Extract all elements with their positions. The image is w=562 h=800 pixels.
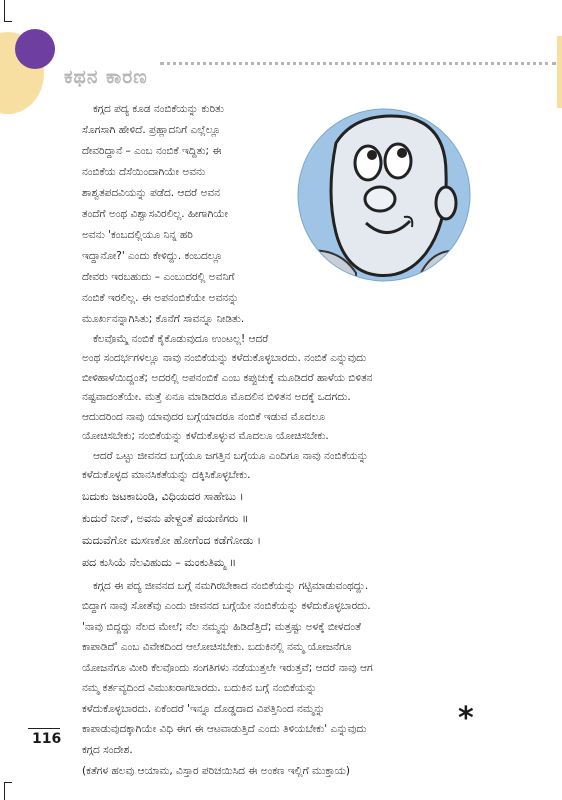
paragraph-line: ಕಗ್ಗದ ಈ ಪದ್ಯ ಜೀವನದ ಬಗ್ಗೆ ನಮಗಿರಬೇಕಾದ ನಂಬಿಕೆಯನ್ನು ಗಟ್ಟಿಮಾಡುವಂಥದ್ದು. [93, 579, 369, 592]
paragraph-line: ದೇವರು ಇರಬಹುದು – ಎಂಬುದರಲ್ಲಿ ಅವನಿಗೆ [82, 271, 235, 283]
closing-note: (ಕತೆಗಳ ಹಲವು ಆಯಾಮ, ವಿಸ್ತಾರ ಪರಿಚಯಿಸಿದ ಈ ಅಂಕಣ ಇಲ್ಲಿಗೆ ಮುಕ್ತಾಯ) [82, 765, 351, 777]
paragraph-line: ಕಳೆದುಕೊಳ್ಳಬಾರದು. ಏಕೆಂದರೆ 'ಇನ್ನೂ ದೊಡ್ಡದಾದ ವಿಪತ್ತಿನಿಂದ ನಮ್ಮನ್ನು [82, 702, 325, 715]
paragraph-line: ಕೆಲವೊಮ್ಮೆ ನಂಬಿಕೆ ಕೈಕೊಡುವುದೂ ಉಂಟಲ್ಲ! ಆದರೆ [93, 332, 269, 345]
end-mark: * [458, 701, 474, 736]
paragraph-line: ಕಾಪಾಡಿದೆ' ಎಂಬ ವಿವೇಕದಿಂದ ಆಲೋಚಿಸಬೇಕು. ಬದುಕಿನಲ್ಲಿ ನಮ್ಮ ಯೋಜನೆಗೂ [82, 641, 352, 653]
paragraph-line: ಇದ್ದಾನೋ?' ಎಂದು ಕೇಳಿದ್ದು. ಕಂಬದಲ್ಲೂ [82, 250, 223, 262]
verse-line: ಬದುಕು ಜಟಕಾಬಂಡಿ, ವಿಧಿಯದರ ಸಾಹೇಬು । [82, 489, 244, 503]
page-number-rule [28, 728, 60, 729]
paragraph-line: ನಷ್ಟವಾದಂತೆಯೇ. ಮತ್ತೆ ಏನೂ ಮಾಡಿದರೂ ಮೊದಲಿನ ಬಿಳಿತನ ಅದಕ್ಕೆ ಒದಗದು. [82, 391, 351, 403]
paragraph-line: ಕಗ್ಗದ ಸಂದೇಶ. [82, 743, 133, 756]
paragraph-line: ನಂಬಿಕೆ ಇರಲಿಲ್ಲ. ಈ ಅಪನಂಬಿಕೆಯೇ ಅವನನ್ನು [82, 292, 239, 304]
verse-line: ಮದುವೆಗೋ ಮಸಣಕೋ ಹೋಗೆಂದ ಕಡೆಗೋಡು । [82, 533, 262, 547]
paragraph-line: ಅವನು 'ಕಂಬದಲ್ಲಿಯೂ ನಿನ್ನ ಹರಿ [82, 229, 193, 241]
paragraph-line: ಶಾಶ್ವತಪದವಿಯನ್ನು ಪಡೆದ. ಆದರೆ ಅವನ [82, 187, 220, 199]
paragraph-line: ದೇವರಿದ್ದಾನೆ – ಎಂಬ ನಂಬಿಕೆ ಇದ್ದಿತು; ಈ [82, 145, 222, 157]
paragraph-line: ನಮ್ಮ ಕರ್ತವ್ಯದಿಂದ ವಿಮುಖರಾಗಬಾರದು. ಬದುಕಿನ ಬಗ್ಗೆ ನಂಬಿಕೆಯನ್ನು [82, 682, 317, 694]
paragraph-line: 'ನಾವು ಬಿದ್ದದ್ದು ನೆಲದ ಮೇಲೆ; ನೆಲ ನಮ್ಮನ್ನು ಹಿಡಿದೆತ್ತಿದೆ; ಮತ್ತಷ್ಟು ಅಳಕ್ಕೆ ಬೀಳದಂತೆ [82, 620, 362, 633]
paragraph-line: ಯೋಚಿಸಬೇಕು; ನಂಬಿಕೆಯನ್ನು ಕಳೆದುಕೊಳ್ಳುವ ಮೊದಲೂ ಯೋಚಿಸಬೇಕು. [82, 430, 329, 442]
section-title: ಕಥನ ಕಾರಣ [64, 66, 148, 88]
paragraph-line: ಆದುದರಿಂದ ನಾವು ಯಾವುದರ ಬಗ್ಗೆಯಾದರೂ ನಂಬಿಕೆ ಇಡುವ ಮೊದಲೂ [82, 410, 326, 423]
paragraph-line: ಕಾಪಾಡುವುದಕ್ಕಾಗಿಯೇ ವಿಧಿ ಈಗ ಈ ಆಟವಾಡುತ್ತಿದೆ ಎಂದು ತಿಳಿಯಬೇಕು' ಎನ್ನುವುದು [82, 723, 367, 735]
verse-line: ಕುದುರೆ ನೀನ್, ಅವನು ಪೇಳ್ದಂತೆ ಪಯಣಿಗರು ॥ [82, 511, 249, 525]
paragraph-line: ಬಿದ್ದಾಗ ನಾವು ಸೋತೆವು ಎಂದು ಜೀವನದ ಬಗ್ಗೆಯೇ ನಂಬಿಕೆಯನ್ನು ಕಳೆದುಕೊಳ್ಳಬಾರದು. [82, 600, 371, 612]
paragraph-line: ಕಳೆದುಕೊಳ್ಳದ ಮಾನಸಿಕತೆಯನ್ನು ದಕ್ಕಿಸಿಕೊಳ್ಳಬೇಕು. [82, 469, 251, 481]
paragraph-line: ಯೋಜನೆಗೂ ಮೀರಿ ಕೆಲವೊಂದು ಸಂಗತಿಗಳು ನಡೆಯುತ್ತಲೇ ಇರುತ್ತವೆ; ಆದರೆ ನಾವು ಆಗ [82, 661, 373, 674]
paragraph-line: ಅಂಥ ಸಂದರ್ಭಗಳಲ್ಲೂ ನಾವು ನಂಬಿಕೆಯನ್ನು ಕಳೆದುಕೊಳ್ಳಬಾರದು. ನಂಬಿಕೆ ಎನ್ನುವುದು [82, 352, 367, 364]
paragraph-line: ಕಗ್ಗದ ಪದ್ಯ ಕೂಡ ನಂಬಿಕೆಯನ್ನು ಕುರಿತು [93, 103, 224, 115]
paragraph-line: ಆದರೆ ಒಟ್ಟು ಜೀವನದ ಬಗ್ಗೆಯೂ ಜಗತ್ತಿನ ಬಗ್ಗೆಯೂ ಎಂದಿಗೂ ನಾವು ನಂಬಿಕೆಯನ್ನು [93, 449, 369, 462]
paragraph-line: ಬೀಳಿಹಾಳೆಯಿದ್ದಂತೆ; ಅದರಲ್ಲಿ ಅಪನಂಬಿಕೆ ಎಂಬ ಕಪ್ಪುಚುಕ್ಕೆ ಮೂಡಿದರೆ ಹಾಳೆಯ ಬಿಳಿತನ [82, 371, 373, 384]
page-number: 116 [32, 731, 62, 747]
paragraph-line: ನಂಬಿಕೆಯ ದೆಸೆಯಿಂದಾಗಿಯೇ ಅವನು [82, 166, 206, 178]
verse-line: ಪದ ಕುಸಿಯೆ ನೆಲವಿಹುದು – ಮಂಕುತಿಮ್ಮ ॥ [82, 555, 237, 569]
paragraph-line: ಸೊಗಸಾಗಿ ಹೇಳಿದೆ. ಪ್ರಹ್ಲಾದನಿಗೆ ಎಲ್ಲೆಲ್ಲೂ [82, 124, 221, 136]
paragraph-line: ಮೂರ್ಖನನ್ನಾಗಿಸಿತು; ಕೊನೆಗೆ ಸಾವನ್ನೂ ನೀಡಿತು. [82, 313, 245, 325]
paragraph-line: ತಂದೆಗೆ ಅಂಥ ವಿಶ್ವಾಸವಿರಲಿಲ್ಲ. ಹೀಗಾಗಿಯೇ [82, 208, 229, 220]
